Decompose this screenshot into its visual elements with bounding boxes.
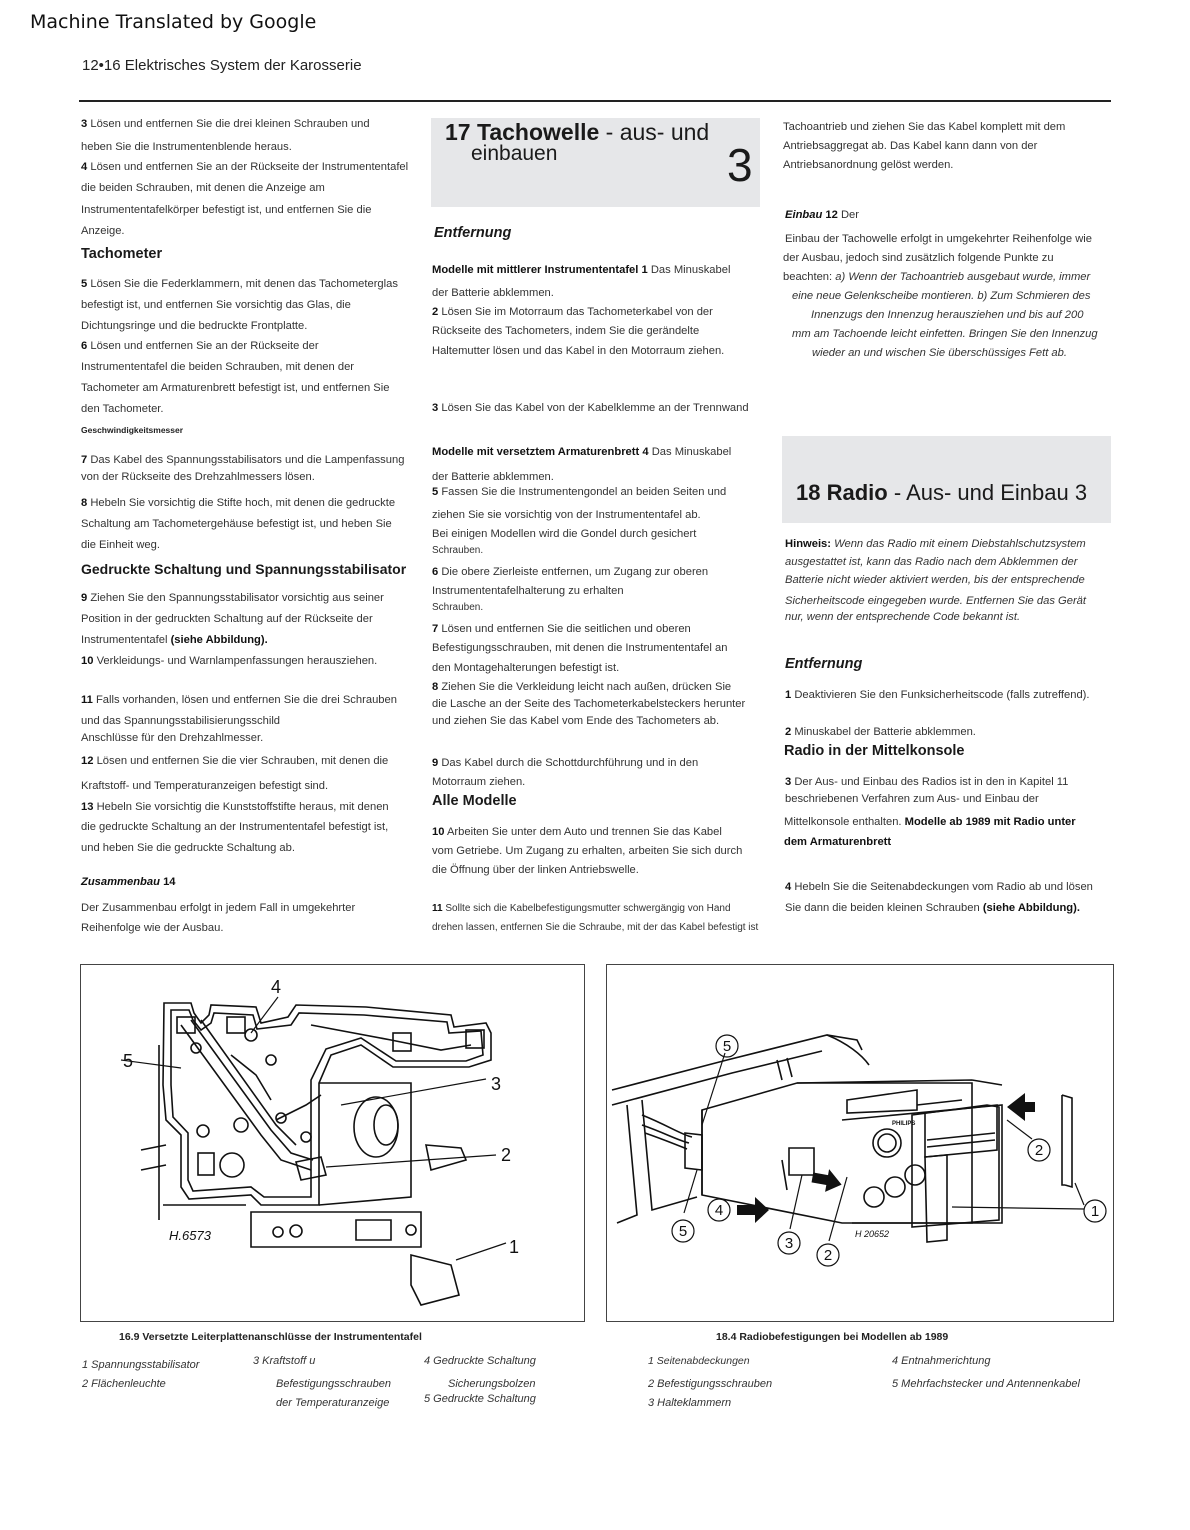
step-3: 3 Lösen Sie das Kabel von der Kabelklemme an der Trennwand xyxy=(432,402,749,414)
legend-item-2: 2 Flächenleuchte xyxy=(82,1378,166,1390)
subheading-modelle-ab-1989: dem Armaturenbrett xyxy=(784,836,892,848)
step-5-line: Schrauben. xyxy=(432,545,484,556)
clip-arrow xyxy=(810,1167,844,1195)
figure-16-9-caption: 16.9 Versetzte Leiterplattenanschlüsse der Instrumententafel xyxy=(119,1331,422,1343)
step-12-line: der Ausbau, jedoch sind zusätzlich folgende Punkte zu xyxy=(783,252,1054,264)
removal-direction-arrow xyxy=(737,1197,769,1223)
hinweis-line: nur, wenn der entsprechende Code bekannt ist. xyxy=(785,611,1021,623)
drawing-code: H 20652 xyxy=(855,1229,890,1239)
step-7: 7 Lösen und entfernen Sie die seitlichen und oberen xyxy=(432,623,691,635)
continued-text: Tachoantrieb und ziehen Sie das Kabel komplett mit dem xyxy=(783,121,1066,133)
heading-zusammenbau: Zusammenbau 14 xyxy=(81,876,176,888)
step-12-line: Innenzugs den Innenzug herausziehen und bis auf 200 xyxy=(811,309,1084,321)
step-4: 4 Lösen und entfernen Sie an der Rückseite der Instrumententafel xyxy=(81,161,409,173)
machine-translation-banner: Machine Translated by Google xyxy=(30,11,317,33)
legend-item-4: 4 Entnahmerichtung xyxy=(892,1355,991,1367)
legend-item-1: 1 Spannungsstabilisator xyxy=(82,1359,200,1371)
running-head: 12•16 Elektrisches System der Karosserie xyxy=(82,57,362,74)
heading-einbau: Einbau 12 Der xyxy=(785,209,859,221)
legend-item-3: 3 Halteklammern xyxy=(648,1397,732,1409)
legend-item-3-line: Befestigungsschrauben xyxy=(276,1378,391,1390)
step-4: 4 Hebeln Sie die Seitenabdeckungen vom Radio ab und lösen xyxy=(785,881,1093,893)
legend-item-2: 2 Befestigungsschrauben xyxy=(648,1378,773,1390)
step-11-line: Anschlüsse für den Drehzahlmesser. xyxy=(81,732,264,744)
section-17-title: 17 Tachowelle - aus- und xyxy=(445,119,710,145)
legend-item-3-line: der Temperaturanzeige xyxy=(276,1397,390,1409)
step-12-line: beachten: a) Wenn der Tachoantrieb ausgebaut wurde, immer xyxy=(783,271,1091,283)
legend-item-1: 1 Seitenabdeckungen xyxy=(648,1355,750,1367)
hinweis-line: ausgestattet ist, kann das Radio nach dem Abklemmen der xyxy=(785,556,1078,568)
step-4-line: Anzeige. xyxy=(81,225,125,237)
figure-18-4 xyxy=(606,964,1114,1322)
callout-1: 1 xyxy=(1090,1203,1100,1220)
callout-2: 2 xyxy=(823,1247,833,1264)
instrument-panel-pcb-drawing xyxy=(81,965,584,1321)
step-3-line: heben Sie die Instrumentenblende heraus. xyxy=(81,141,292,153)
section-18-title: 18 Radio - Aus- und Einbau 3 xyxy=(796,480,1088,505)
step-4-line: der Batterie abklemmen. xyxy=(432,471,554,483)
drawing-code: H.6573 xyxy=(169,1228,211,1243)
heading-geschwindigkeitsmesser: Geschwindigkeitsmesser xyxy=(81,425,184,435)
step-12-line: wieder an und wischen Sie überschüssiges Fett ab. xyxy=(812,347,1067,359)
step-5-line: Dichtungsringe und die bedruckte Frontplatte. xyxy=(81,320,308,332)
step-11-line: drehen lassen, entfernen Sie die Schraube, mit der das Kabel befestigt ist xyxy=(432,922,759,933)
step-12-line: mm am Tachoende leicht einfetten. Bringen Sie den Innenzug xyxy=(792,328,1098,340)
step-5-line: ziehen Sie sie vorsichtig von der Instrumententafel ab. xyxy=(432,509,701,521)
step-8-line: Schaltung am Tachometergehäuse befestigt ist, und heben Sie xyxy=(81,518,392,530)
figure-18-4-caption: 18.4 Radiobefestigungen bei Modellen ab 1989 xyxy=(716,1331,949,1343)
legend-item-5: 5 Gedruckte Schaltung xyxy=(424,1393,536,1405)
legend-item-3: 3 Kraftstoff u xyxy=(253,1355,316,1367)
step-4-line: die beiden Schrauben, mit denen die Anzeige am xyxy=(81,182,325,194)
leader-line-1b xyxy=(1075,1183,1084,1205)
step-12-line: Einbau der Tachowelle erfolgt in umgekehrter Reihenfolge wie xyxy=(785,233,1093,245)
step-6-line: Instrumententafel die beiden Schrauben, mit denen der xyxy=(81,361,355,373)
step-9: 9 Ziehen Sie den Spannungsstabilisator vorsichtig aus seiner xyxy=(81,592,384,604)
step-9-line: Instrumententafel (siehe Abbildung). xyxy=(81,634,268,646)
step-8-line: die Lasche an der Seite des Tachometerkabelsteckers herunter xyxy=(432,698,746,710)
heading-alle-modelle: Alle Modelle xyxy=(432,793,517,809)
step-8: 8 Ziehen Sie die Verkleidung leicht nach außen, drücken Sie xyxy=(432,681,732,693)
callout-5: 5 xyxy=(722,1038,732,1055)
step-6: 6 Die obere Zierleiste entfernen, um Zugang zur oberen xyxy=(432,566,709,578)
figure-reference[interactable]: (siehe Abbildung). xyxy=(982,902,1080,914)
step-6-line: Tachometer am Armaturenbrett befestigt ist, und entfernen Sie xyxy=(81,382,390,394)
hinweis-line: Batterie nicht wieder aktiviert werden, bis der entsprechende xyxy=(785,574,1085,586)
callout-2: 2 xyxy=(1034,1142,1044,1159)
step-1: 1 Deaktivieren Sie den Funksicherheitscode (falls zutreffend). xyxy=(785,689,1090,701)
radio-mounting-drawing xyxy=(607,965,1113,1321)
leader-line-1 xyxy=(456,1243,506,1260)
section-17-title-line2: einbauen xyxy=(471,142,558,165)
step-11-line: und das Spannungsstabilisierungsschild xyxy=(81,715,281,727)
step-3: 3 Lösen und entfernen Sie die drei kleinen Schrauben und xyxy=(81,118,370,130)
step-2: 2 Lösen Sie im Motorraum das Tachometerkabel von der xyxy=(432,306,713,318)
step-4-line: Sie dann die beiden kleinen Schrauben (siehe Abbildung). xyxy=(785,902,1080,914)
figure-16-9 xyxy=(80,964,585,1322)
step-3-line: Mittelkonsole enthalten. Modelle ab 1989 mit Radio unter xyxy=(784,816,1076,828)
step-13-line: die gedruckte Schaltung an der Instrumententafel befestigt ist, xyxy=(81,821,389,833)
step-10: 10 Arbeiten Sie unter dem Auto und trennen Sie das Kabel xyxy=(432,826,722,838)
figure-reference[interactable]: (siehe Abbildung). xyxy=(170,634,268,646)
continued-text: Antriebsanordnung gelöst werden. xyxy=(783,159,954,171)
step-7-line: den Montagehalterungen befestigt ist. xyxy=(432,662,620,674)
step-8-line: die Einheit weg. xyxy=(81,539,160,551)
leader-line-3 xyxy=(790,1175,802,1229)
callout-2: 2 xyxy=(501,1145,512,1165)
step-3: 3 Der Aus- und Einbau des Radios ist in den in Kapitel 11 xyxy=(785,776,1069,788)
hinweis-note: Hinweis: Wenn das Radio mit einem Diebstahlschutzsystem xyxy=(785,538,1086,550)
step-1-line: der Batterie abklemmen. xyxy=(432,287,554,299)
difficulty-level: 3 xyxy=(727,139,753,191)
step-6: 6 Lösen und entfernen Sie an der Rückseite der xyxy=(81,340,319,352)
step-14-line: Der Zusammenbau erfolgt in jedem Fall in umgekehrter xyxy=(81,902,356,914)
step-5-line: befestigt ist, und entfernen Sie vorsichtig das Glas, die xyxy=(81,299,351,311)
step-10-line: vom Getriebe. Um Zugang zu erhalten, arbeiten Sie sich durch xyxy=(432,845,743,857)
step-3-line: beschriebenen Verfahren zum Aus- und Einbau der xyxy=(785,793,1039,805)
hinweis-line: Sicherheitscode eingegeben wurde. Entfernen Sie das Gerät xyxy=(785,595,1087,607)
leader-line-5b xyxy=(684,1170,697,1213)
continued-text: Antriebsaggregat ab. Das Kabel kann dann von der xyxy=(783,140,1038,152)
step-13: 13 Hebeln Sie vorsichtig die Kunststoffstifte heraus, mit denen xyxy=(81,801,389,813)
screw-arrow xyxy=(1007,1093,1035,1121)
callout-4: 4 xyxy=(714,1202,724,1219)
step-7-line: Befestigungsschrauben, mit denen die Instrumententafel an xyxy=(432,642,728,654)
section-17-heading-box xyxy=(431,118,760,207)
callout-3: 3 xyxy=(491,1074,502,1094)
heading-tachometer: Tachometer xyxy=(81,246,163,262)
header-rule xyxy=(79,100,1111,102)
heading-radio-mittelkonsole: Radio in der Mittelkonsole xyxy=(784,743,965,759)
heading-gedruckte-schaltung: Gedruckte Schaltung und Spannungsstabilisator xyxy=(81,561,407,577)
callout-4: 4 xyxy=(271,977,282,997)
step-5: 5 Fassen Sie die Instrumentengondel an beiden Seiten und xyxy=(432,486,727,498)
step-2-line: Rückseite des Tachometers, indem Sie die gerändelte xyxy=(432,325,700,337)
step-14-line: Reihenfolge wie der Ausbau. xyxy=(81,922,224,934)
step-11: 11 Sollte sich die Kabelbefestigungsmutter schwergängig von Hand xyxy=(432,903,731,914)
callout-3: 3 xyxy=(784,1235,794,1252)
step-12: 12 Lösen und entfernen Sie die vier Schrauben, mit denen die xyxy=(81,755,389,767)
step-5: 5 Lösen Sie die Federklammern, mit denen das Tachometerglas xyxy=(81,278,398,290)
step-10: 10 Verkleidungs- und Warnlampenfassungen herausziehen. xyxy=(81,655,378,667)
step-8-line: und ziehen Sie das Kabel vom Ende des Tachometers ab. xyxy=(432,715,720,727)
step-4-line: Instrumententafelkörper befestigt ist, und entfernen Sie die xyxy=(81,204,372,216)
heading-entfernung: Entfernung xyxy=(434,225,512,241)
legend-item-4: 4 Gedruckte Schaltung xyxy=(424,1355,536,1367)
callout-5: 5 xyxy=(678,1223,688,1240)
callout-5: 5 xyxy=(123,1051,134,1071)
step-7: 7 Das Kabel des Spannungsstabilisators und die Lampenfassung xyxy=(81,454,405,466)
legend-item-5: 5 Mehrfachstecker und Antennenkabel xyxy=(892,1378,1080,1390)
step-2: 2 Minuskabel der Batterie abklemmen. xyxy=(785,726,976,738)
step-9-line: Position in der gedruckten Schaltung auf der Rückseite der xyxy=(81,613,373,625)
section-18-heading-box xyxy=(782,436,1111,523)
callout-1: 1 xyxy=(509,1237,520,1257)
step-1: Modelle mit mittlerer Instrumententafel 1 Das Minuskabel xyxy=(432,264,731,276)
step-7-line: von der Rückseite des Drehzahlmessers lösen. xyxy=(81,471,315,483)
leader-line-2b xyxy=(1007,1120,1032,1139)
step-6-line: den Tachometer. xyxy=(81,403,164,415)
step-9: 9 Das Kabel durch die Schottdurchführung und in den xyxy=(432,757,699,769)
step-13-line: und heben Sie die gedruckte Schaltung ab. xyxy=(81,842,295,854)
legend-item-4-line: Sicherungsbolzen xyxy=(448,1378,536,1390)
step-12-line: eine neue Gelenkscheibe montieren. b) Zum Schmieren des xyxy=(792,290,1091,302)
step-12-line: Kraftstoff- und Temperaturanzeigen befestigt sind. xyxy=(81,780,329,792)
step-10-line: die Öffnung über der linken Antriebswelle. xyxy=(432,864,639,876)
step-6-line: Schrauben. xyxy=(432,602,484,613)
step-5-line: Bei einigen Modellen wird die Gondel durch gesichert xyxy=(432,528,697,540)
step-6-line: Instrumententafelhalterung zu erhalten xyxy=(432,585,624,597)
heading-entfernung-radio: Entfernung xyxy=(785,656,863,672)
step-4: Modelle mit versetztem Armaturenbrett 4 Das Minuskabel xyxy=(432,446,732,458)
step-11: 11 Falls vorhanden, lösen und entfernen Sie die drei Schrauben xyxy=(81,694,397,706)
radio-brand-mark: PHILIPS xyxy=(892,1121,916,1127)
step-9-line: Motorraum ziehen. xyxy=(432,776,526,788)
step-2-line: Haltemutter lösen und das Kabel in den Motorraum ziehen. xyxy=(432,345,725,357)
step-8: 8 Hebeln Sie vorsichtig die Stifte hoch, mit denen die gedruckte xyxy=(81,497,396,509)
